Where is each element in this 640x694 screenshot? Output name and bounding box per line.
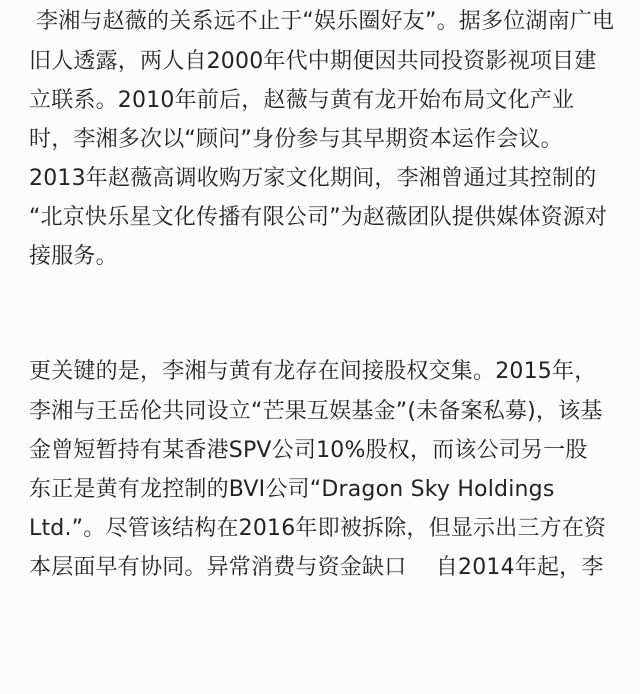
paragraph-2-line-6: 本层面早有协同。异常消费与资金缺口 自2014年起，李	[29, 555, 604, 580]
paragraph-1-line-6: “北京快乐星文化传播有限公司”为赵薇团队提供媒体资源对	[29, 205, 608, 230]
paragraph-2-line-4: 东正是黄有龙控制的BVI公司“Dragon Sky Holdings	[29, 477, 555, 502]
paragraph-2-line-2: 李湘与王岳伦共同设立“芒果互娱基金”(未备案私募)，该基	[29, 399, 603, 424]
watermark-mark: ​	[192, 340, 200, 354]
paragraph-1-line-1: 李湘与赵薇的关系远不止于“娱乐圈好友”。据多位湖南广电	[36, 9, 615, 34]
paragraph-1-line-2: 旧人透露，两人自2000年代中期便因共同投资影视项目建	[29, 49, 597, 74]
paragraph-1-line-3: 立联系。2010年前后，赵薇与黄有龙开始布局文化产业	[29, 88, 575, 113]
paragraph-2-line-1: 更关键的是，李湘与黄有龙存在间接股权交集。2015年，	[29, 359, 597, 384]
paragraph-1-line-5: 2013年赵薇高调收购万家文化期间，李湘曾通过其控制的	[29, 166, 597, 191]
paragraph-2-line-3: 金曾短暂持有某香港SPV公司10%股权，而该公司另一股	[29, 438, 588, 463]
paragraph-2-line-5: Ltd.”。尽管该结构在2016年即被拆除，但显示出三方在资	[29, 516, 607, 541]
paragraph-1-line-7: 接服务。	[29, 244, 118, 269]
paragraph-1-line-4: 时，李湘多次以“顾问”身份参与其早期资本运作会议。	[29, 127, 563, 152]
